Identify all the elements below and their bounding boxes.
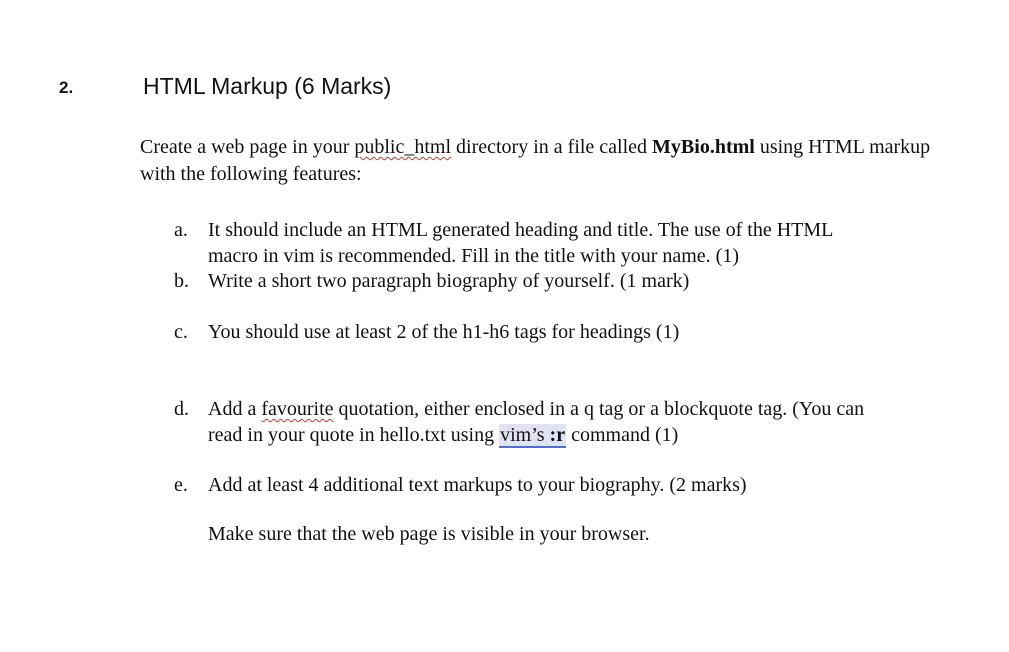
list-letter: d. <box>174 398 189 420</box>
directory-name: public_html <box>354 136 452 158</box>
highlight-command-text: :r <box>549 424 566 446</box>
intro-text-2: directory in a file called <box>451 136 653 158</box>
file-name: MyBio.html <box>652 136 755 158</box>
list-item-text: Add at least 4 additional text markups to your biography. (2 marks) <box>208 474 747 496</box>
list-item-part: command (1) <box>566 424 679 446</box>
list-item-part: read in your quote in hello.txt using <box>208 424 500 446</box>
closing-note: Make sure that the web page is visible in your browser. <box>208 523 650 545</box>
list-item-text: You should use at least 2 of the h1-h6 tags for headings (1) <box>208 321 680 343</box>
list-item-part: Add a <box>208 398 262 420</box>
list-item-text <box>208 396 978 448</box>
list-item-text <box>208 217 978 269</box>
list-letter: a. <box>174 219 188 241</box>
spellcheck-word: favourite <box>261 398 334 420</box>
highlight-text: vim’s <box>500 424 550 446</box>
list-item-line: It should include an HTML generated heading and title. The use of the HTML <box>208 219 834 241</box>
question-title: HTML Markup (6 Marks) <box>143 73 392 99</box>
list-letter: e. <box>174 474 188 496</box>
list-letter: b. <box>174 270 189 292</box>
list-item-part: quotation, either enclosed in a q tag or a blockquote tag. (You can <box>333 398 865 420</box>
intro-paragraph <box>140 134 970 188</box>
list-item-line: macro in vim is recommended. Fill in the title with your name. (1) <box>208 245 739 267</box>
intro-text-1: Create a web page in your <box>140 136 355 158</box>
list-letter: c. <box>174 321 188 343</box>
highlighted-command <box>499 424 566 448</box>
intro-text-3: using HTML markup with the following features: <box>140 136 931 185</box>
question-number: 2. <box>59 78 74 97</box>
list-item-text: Write a short two paragraph biography of yourself. (1 mark) <box>208 270 690 292</box>
